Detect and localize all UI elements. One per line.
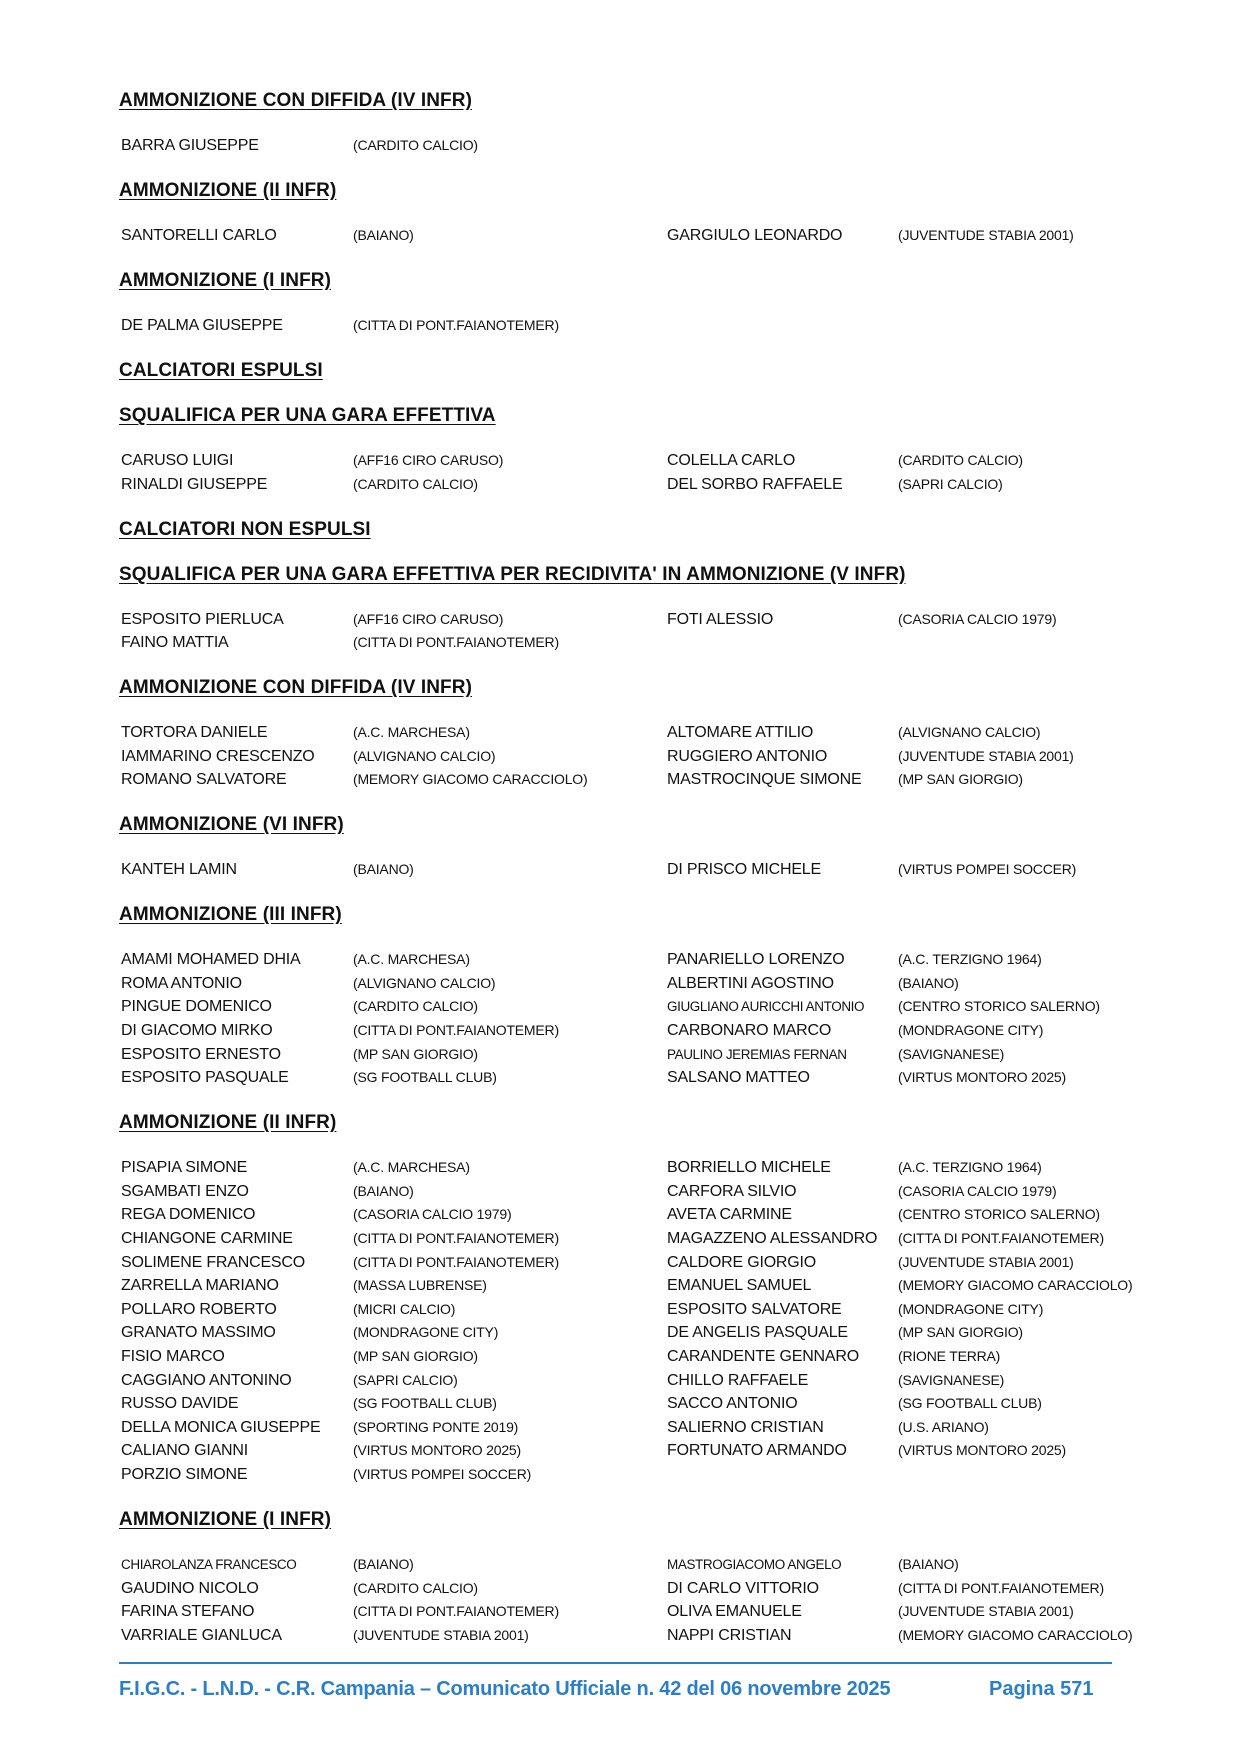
player-name: ESPOSITO SALVATORE <box>667 1300 842 1318</box>
club-name: (CASORIA CALCIO 1979) <box>898 1182 1057 1199</box>
table-row <box>0 1600 1241 1624</box>
player-name: RUSSO DAVIDE <box>121 1395 239 1413</box>
section <box>0 563 1241 655</box>
club-name: (MEMORY GIACOMO CARACCIOLO) <box>353 771 588 788</box>
player-list <box>0 1156 1241 1486</box>
table-row <box>0 1577 1241 1601</box>
club-name: (VIRTUS POMPEI SOCCER) <box>898 861 1077 878</box>
table-row <box>0 948 1241 972</box>
player-name: CALDORE GIORGIO <box>667 1253 817 1271</box>
table-row <box>0 1416 1241 1440</box>
player-name: DEL SORBO RAFFAELE <box>667 475 843 493</box>
club-name: (JUVENTUDE STABIA 2001) <box>353 1626 529 1643</box>
club-name: (CARDITO CALCIO) <box>353 137 478 153</box>
table-row <box>0 972 1241 996</box>
player-name: MAGAZZENO ALESSANDRO <box>667 1230 878 1247</box>
club-name: (SPORTING PONTE 2019) <box>353 1418 519 1435</box>
club-name: (SAVIGNANESE) <box>898 1371 1005 1388</box>
section-title: CALCIATORI ESPULSI <box>119 359 323 381</box>
player-name: SACCO ANTONIO <box>667 1395 798 1413</box>
section <box>0 676 1241 792</box>
section-title: AMMONIZIONE CON DIFFIDA (IV INFR) <box>119 677 473 699</box>
section <box>0 903 1241 1090</box>
club-name: (AFF16 CIRO CARUSO) <box>353 610 504 627</box>
player-name: ESPOSITO ERNESTO <box>121 1045 281 1063</box>
club-name: (JUVENTUDE STABIA 2001) <box>898 1253 1074 1270</box>
player-name: DELLA MONICA GIUSEPPE <box>121 1418 321 1436</box>
section <box>0 269 1241 338</box>
player-name: DI CARLO VITTORIO <box>667 1579 819 1597</box>
club-name: (AFF16 CIRO CARUSO) <box>353 451 504 468</box>
club-name: (A.C. MARCHESA) <box>353 1159 470 1176</box>
table-row <box>0 314 1241 338</box>
club-name: (CARDITO CALCIO) <box>898 451 1023 468</box>
table-row <box>0 1345 1241 1369</box>
club-name: (CENTRO STORICO SALERNO) <box>898 998 1100 1015</box>
table-row <box>0 1019 1241 1043</box>
player-list <box>0 721 1241 792</box>
club-name: (SG FOOTBALL CLUB) <box>898 1395 1042 1412</box>
club-name: (MONDRAGONE CITY) <box>353 1324 499 1341</box>
section-title: AMMONIZIONE (I INFR) <box>119 269 332 291</box>
player-name: ROMANO SALVATORE <box>121 771 287 789</box>
player-list <box>0 858 1241 882</box>
player-name: SANTORELLI CARLO <box>121 226 277 244</box>
section-title: AMMONIZIONE (II INFR) <box>119 179 337 201</box>
table-row <box>0 1392 1241 1416</box>
player-name: CARUSO LUIGI <box>121 451 234 469</box>
table-row <box>0 1274 1241 1298</box>
player-name: AMAMI MOHAMED DHIA <box>121 951 301 969</box>
club-name: (CASORIA CALCIO 1979) <box>898 610 1057 627</box>
player-name: PINGUE DOMENICO <box>121 998 272 1016</box>
table-row <box>0 449 1241 473</box>
club-name: (BAIANO) <box>353 1555 414 1572</box>
player-name: SGAMBATI ENZO <box>121 1182 249 1200</box>
club-name: (MP SAN GIORGIO) <box>353 1045 478 1062</box>
footer-text: F.I.G.C. - L.N.D. - C.R. Campania – Comunicato Ufficiale n. 42 del 06 novembre 2025 <box>119 1678 891 1700</box>
club-name: (JUVENTUDE STABIA 2001) <box>898 747 1074 764</box>
table-row <box>0 1624 1241 1648</box>
player-name: CARFORA SILVIO <box>667 1182 797 1200</box>
table-row <box>0 1180 1241 1204</box>
table-row <box>0 995 1241 1019</box>
table-row <box>0 1251 1241 1275</box>
club-name: (CITTA DI PONT.FAIANOTEMER) <box>353 1253 559 1270</box>
table-row <box>0 134 1241 158</box>
player-name: TORTORA DANIELE <box>121 724 268 742</box>
player-name: BORRIELLO MICHELE <box>667 1159 831 1177</box>
document-body <box>0 89 1241 1669</box>
table-row <box>0 224 1241 248</box>
player-name: ZARRELLA MARIANO <box>121 1277 279 1295</box>
club-name: (MP SAN GIORGIO) <box>898 1324 1023 1341</box>
player-name: MASTROCINQUE SIMONE <box>667 771 862 789</box>
club-name: (A.C. TERZIGNO 1964) <box>898 1159 1042 1176</box>
player-name: CARANDENTE GENNARO <box>667 1347 859 1365</box>
player-name: KANTEH LAMIN <box>121 861 237 879</box>
club-name: (BAIANO) <box>353 861 414 878</box>
club-name: (ALVIGNANO CALCIO) <box>353 747 496 764</box>
section <box>0 179 1241 248</box>
club-name: (CITTA DI PONT.FAIANOTEMER) <box>353 1022 559 1039</box>
player-name: ROMA ANTONIO <box>121 974 242 992</box>
club-name: (MONDRAGONE CITY) <box>898 1300 1044 1317</box>
player-name: MASTROGIACOMO ANGELO <box>667 1556 842 1572</box>
player-list <box>0 608 1241 655</box>
table-row <box>0 1321 1241 1345</box>
player-list <box>0 1553 1241 1647</box>
club-name: (A.C. TERZIGNO 1964) <box>898 951 1042 968</box>
club-name: (CARDITO CALCIO) <box>353 1579 478 1596</box>
club-name: (CASORIA CALCIO 1979) <box>353 1206 512 1223</box>
player-name: COLELLA CARLO <box>667 451 796 469</box>
section-title: AMMONIZIONE CON DIFFIDA (IV INFR) <box>119 90 473 111</box>
section <box>0 518 1241 563</box>
table-row <box>0 1439 1241 1463</box>
section <box>0 404 1241 496</box>
player-name: SALIERNO CRISTIAN <box>667 1418 824 1436</box>
player-name: CALIANO GIANNI <box>121 1442 249 1460</box>
player-name: GARGIULO LEONARDO <box>667 226 843 244</box>
section <box>0 1508 1241 1647</box>
player-name: CAGGIANO ANTONINO <box>121 1371 292 1389</box>
player-name: ALTOMARE ATTILIO <box>667 724 814 742</box>
table-row <box>0 1043 1241 1067</box>
section-title: SQUALIFICA PER UNA GARA EFFETTIVA PER RECIDIVITA' IN AMMONIZIONE (V INFR) <box>119 563 906 585</box>
player-name: ALBERTINI AGOSTINO <box>667 974 834 992</box>
club-name: (MEMORY GIACOMO CARACCIOLO) <box>898 1626 1133 1643</box>
club-name: (CITTA DI PONT.FAIANOTEMER) <box>353 316 559 333</box>
club-name: (BAIANO) <box>898 974 959 991</box>
club-name: (MASSA LUBRENSE) <box>353 1277 487 1294</box>
table-row <box>0 1463 1241 1487</box>
club-name: (A.C. MARCHESA) <box>353 724 470 741</box>
club-name: (U.S. ARIANO) <box>898 1418 989 1435</box>
player-list <box>0 134 1241 158</box>
player-name: PANARIELLO LORENZO <box>667 951 845 969</box>
section-title: CALCIATORI NON ESPULSI <box>119 518 371 540</box>
club-name: (CITTA DI PONT.FAIANOTEMER) <box>353 1230 559 1246</box>
player-name: DI PRISCO MICHELE <box>667 861 821 879</box>
player-name: SALSANO MATTEO <box>667 1069 810 1087</box>
player-name: OLIVA EMANUELE <box>667 1603 802 1621</box>
club-name: (JUVENTUDE STABIA 2001) <box>898 226 1074 243</box>
club-name: (ALVIGNANO CALCIO) <box>353 974 496 991</box>
table-row <box>0 631 1241 655</box>
club-name: (MP SAN GIORGIO) <box>353 1347 478 1364</box>
table-row <box>0 1227 1241 1251</box>
club-name: (BAIANO) <box>898 1555 959 1572</box>
player-name: FARINA STEFANO <box>121 1603 255 1621</box>
player-name: NAPPI CRISTIAN <box>667 1626 792 1644</box>
club-name: (CARDITO CALCIO) <box>353 475 478 492</box>
table-row <box>0 1298 1241 1322</box>
player-name: DE PALMA GIUSEPPE <box>121 316 283 334</box>
club-name: (MP SAN GIORGIO) <box>898 771 1023 788</box>
table-row <box>0 1066 1241 1090</box>
player-list <box>0 948 1241 1090</box>
player-name: IAMMARINO CRESCENZO <box>121 747 315 765</box>
club-name: (MICRI CALCIO) <box>353 1300 456 1317</box>
club-name: (CENTRO STORICO SALERNO) <box>898 1206 1100 1223</box>
club-name: (CITTA DI PONT.FAIANOTEMER) <box>898 1230 1104 1246</box>
player-name: DI GIACOMO MIRKO <box>121 1022 273 1040</box>
player-name: CHILLO RAFFAELE <box>667 1371 809 1389</box>
section-title: SQUALIFICA PER UNA GARA EFFETTIVA <box>119 404 496 426</box>
club-name: (MEMORY GIACOMO CARACCIOLO) <box>898 1277 1133 1294</box>
player-list <box>0 314 1241 338</box>
player-name: CHIAROLANZA FRANCESCO <box>121 1556 297 1572</box>
club-name: (SAVIGNANESE) <box>898 1045 1005 1062</box>
player-name: DE ANGELIS PASQUALE <box>667 1324 848 1342</box>
section <box>0 1111 1241 1486</box>
section <box>0 89 1241 158</box>
player-name: AVETA CARMINE <box>667 1206 792 1224</box>
club-name: (VIRTUS MONTORO 2025) <box>898 1069 1066 1086</box>
club-name: (BAIANO) <box>353 226 414 243</box>
section-title: AMMONIZIONE (I INFR) <box>119 1508 332 1530</box>
table-row <box>0 1369 1241 1393</box>
player-name: FAINO MATTIA <box>121 634 229 652</box>
section-title: AMMONIZIONE (II INFR) <box>119 1112 337 1134</box>
club-name: (A.C. MARCHESA) <box>353 951 470 968</box>
club-name: (SAPRI CALCIO) <box>898 475 1003 492</box>
section <box>0 359 1241 404</box>
player-list <box>0 449 1241 496</box>
table-row <box>0 745 1241 769</box>
player-name: CHIANGONE CARMINE <box>121 1230 293 1247</box>
club-name: (CARDITO CALCIO) <box>353 998 478 1015</box>
player-name: EMANUEL SAMUEL <box>667 1277 812 1295</box>
club-name: (CITTA DI PONT.FAIANOTEMER) <box>353 1603 559 1620</box>
player-name: BARRA GIUSEPPE <box>121 137 259 154</box>
player-name: ESPOSITO PASQUALE <box>121 1069 289 1087</box>
footer-divider <box>119 1662 1112 1664</box>
club-name: (VIRTUS MONTORO 2025) <box>898 1442 1066 1459</box>
player-name: PISAPIA SIMONE <box>121 1159 248 1177</box>
player-name: POLLARO ROBERTO <box>121 1300 277 1318</box>
player-name: ESPOSITO PIERLUCA <box>121 610 284 628</box>
club-name: (JUVENTUDE STABIA 2001) <box>898 1603 1074 1620</box>
player-name: VARRIALE GIANLUCA <box>121 1626 282 1644</box>
club-name: (SG FOOTBALL CLUB) <box>353 1395 497 1412</box>
player-name: GAUDINO NICOLO <box>121 1579 259 1597</box>
table-row <box>0 768 1241 792</box>
player-name: GIUGLIANO AURICCHI ANTONIO <box>667 999 865 1015</box>
player-name: FOTI ALESSIO <box>667 610 774 628</box>
club-name: (CITTA DI PONT.FAIANOTEMER) <box>898 1579 1104 1596</box>
club-name: (ALVIGNANO CALCIO) <box>898 724 1041 741</box>
page-number: Pagina 571 <box>989 1678 1094 1700</box>
club-name: (VIRTUS MONTORO 2025) <box>353 1442 521 1459</box>
club-name: (CITTA DI PONT.FAIANOTEMER) <box>353 634 559 651</box>
club-name: (MONDRAGONE CITY) <box>898 1022 1044 1039</box>
player-name: PAULINO JEREMIAS FERNAN <box>667 1046 847 1062</box>
table-row <box>0 858 1241 882</box>
table-row <box>0 721 1241 745</box>
section-title: AMMONIZIONE (III INFR) <box>119 904 342 926</box>
player-name: PORZIO SIMONE <box>121 1465 248 1483</box>
player-name: REGA DOMENICO <box>121 1206 256 1224</box>
section-title: AMMONIZIONE (VI INFR) <box>119 814 344 836</box>
table-row <box>0 473 1241 497</box>
player-name: RUGGIERO ANTONIO <box>667 747 828 765</box>
player-name: FISIO MARCO <box>121 1347 225 1365</box>
player-name: FORTUNATO ARMANDO <box>667 1442 847 1460</box>
player-name: SOLIMENE FRANCESCO <box>121 1253 305 1271</box>
club-name: (SAPRI CALCIO) <box>353 1371 458 1388</box>
player-name: RINALDI GIUSEPPE <box>121 475 268 493</box>
club-name: (VIRTUS POMPEI SOCCER) <box>353 1465 532 1482</box>
club-name: (BAIANO) <box>353 1182 414 1199</box>
table-row <box>0 1553 1241 1577</box>
player-name: CARBONARO MARCO <box>667 1022 832 1040</box>
table-row <box>0 1203 1241 1227</box>
club-name: (SG FOOTBALL CLUB) <box>353 1069 497 1086</box>
player-name: GRANATO MASSIMO <box>121 1324 276 1342</box>
club-name: (RIONE TERRA) <box>898 1347 1001 1364</box>
section <box>0 813 1241 882</box>
table-row <box>0 608 1241 632</box>
table-row <box>0 1156 1241 1180</box>
player-list <box>0 224 1241 248</box>
